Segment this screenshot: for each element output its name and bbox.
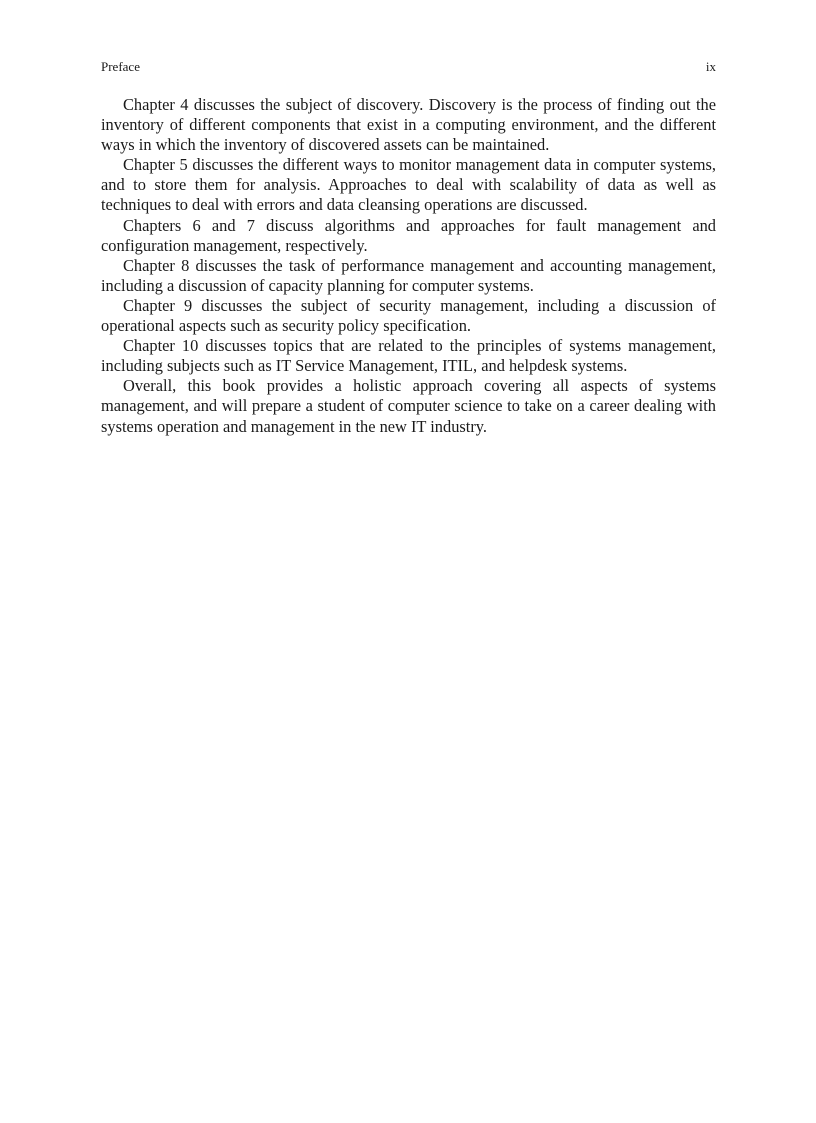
paragraph-chapter-4: Chapter 4 discusses the subject of discovery. Discovery is the process of finding out the inventory of different components that exist in a computing environment, and the different ways in which the inventory of discovered assets can be maintained. xyxy=(101,95,716,155)
running-header xyxy=(101,58,716,76)
body-text xyxy=(101,95,716,437)
section-title: Preface xyxy=(101,59,140,74)
paragraph-chapter-8: Chapter 8 discusses the task of performance management and accounting management, including a discussion of capacity planning for computer systems. xyxy=(101,255,716,295)
paragraph-chapter-9: Chapter 9 discusses the subject of security management, including a discussion of operational aspects such as security policy specification. xyxy=(101,295,716,336)
paragraph-chapter-10: Chapter 10 discusses topics that are related to the principles of systems management, including subjects such as IT Service Management, ITIL, and helpdesk systems. xyxy=(101,336,716,376)
paragraph-overall: Overall, this book provides a holistic approach covering all aspects of systems management, and will prepare a student of computer science to take on a career dealing with systems operation and management in the new IT industry. xyxy=(101,376,716,436)
paragraph-chapters-6-7: Chapters 6 and 7 discuss algorithms and approaches for fault management and configuration management, respectively. xyxy=(101,215,716,255)
page-number: ix xyxy=(705,59,716,74)
paragraph-chapter-5: Chapter 5 discusses the different ways to monitor management data in computer systems, and to store them for analysis. Approaches to deal with scalability of data as well as techniques to deal with errors and data cleansing operations are discussed. xyxy=(101,155,716,215)
